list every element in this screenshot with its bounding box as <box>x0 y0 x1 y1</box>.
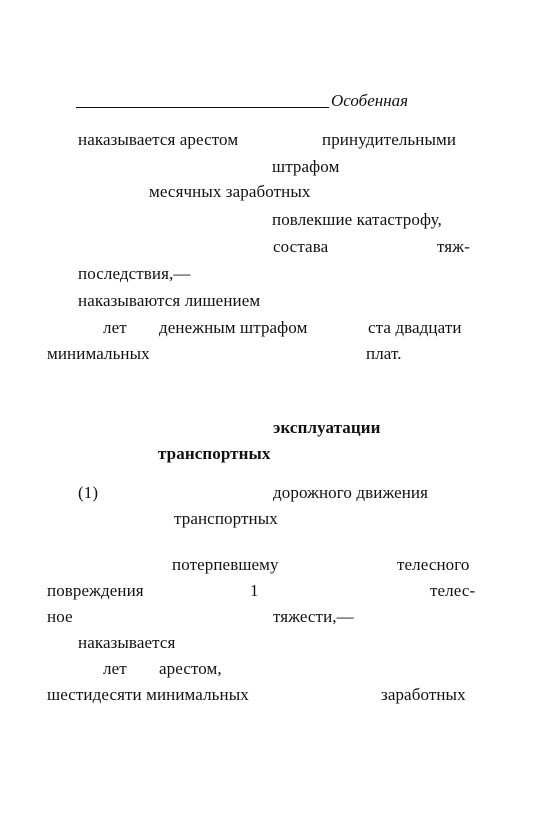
text-line: лет <box>103 659 127 678</box>
text-line: повлекшие катастрофу, <box>272 210 442 229</box>
text-line: телес- <box>430 581 476 600</box>
text-line: минимальных <box>47 344 150 363</box>
text-line: шестидесяти минимальных <box>47 685 249 704</box>
text-line: состава <box>273 237 329 256</box>
text-line: наказывается арестом <box>78 130 239 149</box>
section-heading-line-1: эксплуатации <box>273 418 381 437</box>
text-line: наказывается <box>78 633 176 652</box>
text-line: последствия,— <box>78 264 191 283</box>
header-rule <box>76 107 329 108</box>
text-line: денежным штрафом <box>159 318 308 337</box>
page-header-title: Особенная <box>331 91 409 110</box>
text-line: (1) <box>78 483 99 502</box>
text-line: потерпевшему <box>172 555 279 574</box>
text-line: плат. <box>366 344 402 363</box>
text-line: ста двадцати <box>368 318 462 337</box>
text-line: тяжести,— <box>273 607 354 626</box>
text-line: ное <box>47 607 73 626</box>
text-line: 1 <box>250 581 259 600</box>
text-line: дорожного движения <box>273 483 429 502</box>
text-line: лет <box>103 318 127 337</box>
text-line: заработных <box>381 685 466 704</box>
text-line: штрафом <box>272 157 340 176</box>
text-line: транспортных <box>174 509 278 528</box>
text-line: телесного <box>397 555 470 574</box>
text-line: наказываются лишением <box>78 291 261 310</box>
text-line: тяж- <box>437 237 470 256</box>
text-line: принудительными <box>322 130 457 149</box>
text-line: арестом, <box>159 659 222 678</box>
text-line: повреждения <box>47 581 144 600</box>
text-line: месячных заработных <box>149 182 311 201</box>
section-heading-line-2: транспортных <box>158 444 271 463</box>
